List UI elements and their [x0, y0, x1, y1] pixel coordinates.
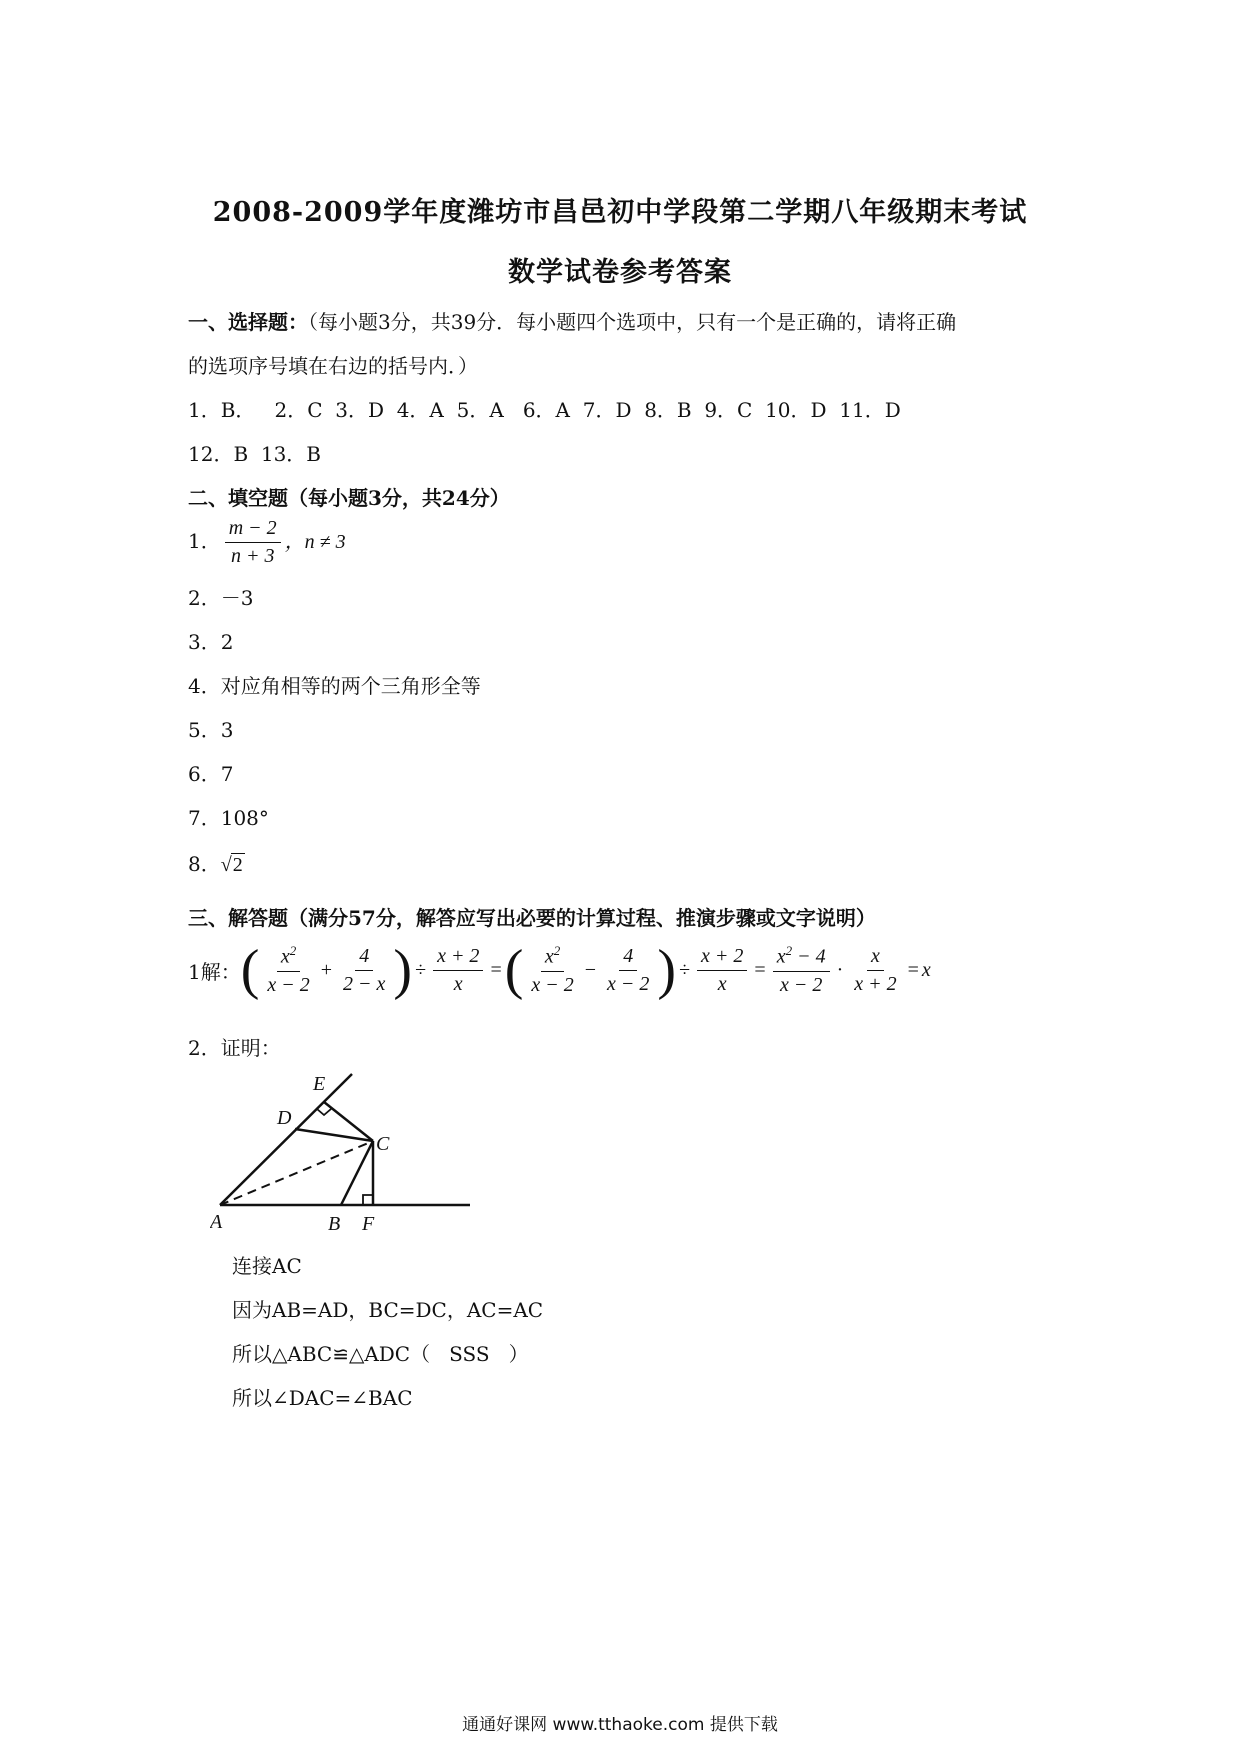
- proof-line-2: 因为AB=AD，BC=DC，AC=AC: [232, 1298, 544, 1322]
- solution-1-expression: ( $\frac{x^2}{x - 2}$ + $\frac{4}{2 - x}$ ) ÷ $\frac{x + 2}{x}$ = ( $\frac{x^2}{x - 2}$ − $\frac{4}{x - 2}$ ) ÷ $\frac{x + 2}{x}$ = $\frac{x^2 - 4}{x - 2}$ · $\frac{x}{x + 2}$ = x: [240, 939, 931, 1001]
- section3-heading: 三、解答题（满分57分，解答应写出必要的计算过程、推演步骤或文字说明）: [188, 906, 876, 930]
- fill-answer-1-label: 1．: [188, 529, 221, 553]
- section2-heading: 二、填空题（每小题3分，共24分）: [188, 486, 510, 510]
- page-subtitle: 数学试卷参考答案: [508, 257, 732, 288]
- proof-line-3: 所以△ABC≌△ADC（ SSS ）: [232, 1342, 529, 1366]
- label-e: E: [313, 1073, 326, 1095]
- fill-answer-2: 2．－3: [188, 586, 254, 610]
- fill-answer-4: 4．对应角相等的两个三角形全等: [188, 674, 481, 698]
- section1-answers-2: 12．B 13．B: [188, 442, 322, 466]
- page-title: 2008-2009学年度潍坊市昌邑初中学段第二学期八年级期末考试: [212, 197, 1028, 228]
- footer-watermark: 通通好课网 www.tthaoke.com 提供下载: [462, 1715, 778, 1735]
- section1-heading: 一、选择题：: [188, 310, 308, 334]
- label-a: A: [210, 1211, 223, 1233]
- proof-2-label: 2．证明：: [188, 1036, 281, 1060]
- proof-line-4: 所以∠DAC=∠BAC: [232, 1386, 413, 1410]
- dashed-ac: [220, 1141, 373, 1205]
- section1-note-1: （每小题3分，共39分．每小题四个选项中，只有一个是正确的，请将正确: [308, 310, 957, 334]
- fill-answer-1: [188, 517, 346, 568]
- right-angle-e: [317, 1109, 331, 1115]
- section1-line: [188, 306, 956, 335]
- fill-answer-1-condition: ，n ≠ 3: [284, 531, 346, 553]
- fill-answer-7: 7．108°: [188, 806, 269, 830]
- solution-1: [188, 939, 931, 1001]
- proof-line-1: 连接AC: [232, 1254, 302, 1278]
- label-f: F: [362, 1213, 375, 1235]
- fill-answer-8: [188, 848, 245, 877]
- right-angle-f: [363, 1195, 373, 1205]
- section1-note-2: 的选项序号填在右边的括号内．）: [188, 354, 478, 378]
- fill-answer-6: 6．7: [188, 762, 234, 786]
- geometry-figure: [210, 1068, 470, 1238]
- ray-ad: [220, 1074, 352, 1205]
- fill-answer-8-label: 8．: [188, 852, 221, 876]
- square-root: √2: [220, 854, 243, 876]
- fraction-denominator: n + 3: [230, 545, 275, 567]
- solution-1-label: 1解：: [188, 959, 241, 984]
- fraction-numerator: m − 2: [225, 517, 281, 543]
- square-root-radicand: 2: [232, 854, 243, 876]
- fraction: [225, 517, 281, 568]
- fill-answer-3: 3．2: [188, 630, 234, 654]
- label-b: B: [328, 1213, 341, 1235]
- fill-answer-5: 5．3: [188, 718, 234, 742]
- label-c: C: [376, 1133, 390, 1155]
- label-d: D: [277, 1107, 292, 1129]
- section1-answers-1: 1．B． 2．C 3．D 4．A 5．A 6．A 7．D 8．B 9．C 10．D 11．D: [188, 398, 901, 422]
